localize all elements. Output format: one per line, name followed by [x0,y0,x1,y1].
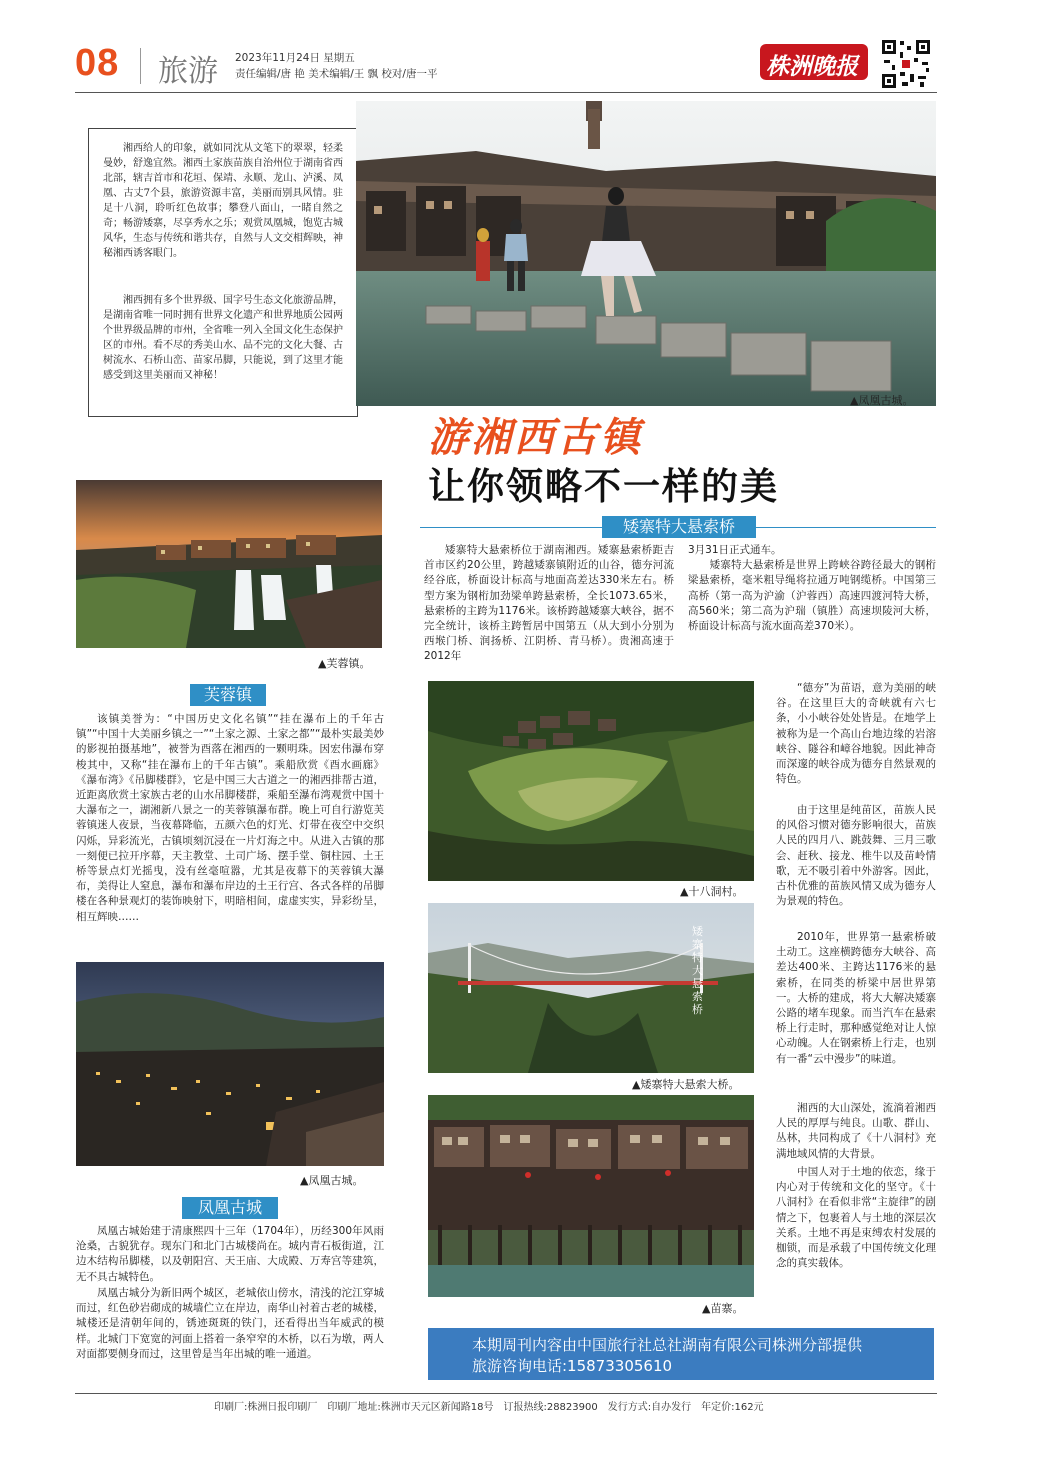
caption-miaozhai: ▲苗寨。 [702,1302,744,1315]
section-rule-aizhai-right [756,527,936,528]
footer-rule [75,1393,937,1394]
caption-aizhai-bridge: ▲矮寨特大悬索大桥。 [632,1078,740,1091]
page-header [0,0,1039,100]
photo-furong-waterfall [76,480,382,648]
qr-code-icon [880,38,932,90]
page-number: 08 [75,42,120,84]
section-title-furong: 芙蓉镇 [190,684,266,706]
caption-furong: ▲芙蓉镇。 [318,657,371,670]
photo-miaozhai [428,1095,754,1297]
ad-banner [428,1328,934,1380]
footer-info: 印刷厂:株洲日报印刷厂 印刷厂地址:株洲市天元区新闻路18号 订报热线:28823900 发行方式:自办发行 年定价:162元 [214,1402,764,1413]
intro-paragraph-1: 湘西给人的印象，就如同沈从文笔下的翠翠，轻柔曼妙，舒逸宜然。湘西土家族苗族自治州位于湖南省西北部，辖吉首市和花垣、保靖、永顺、龙山、泸溪、凤凰、古丈7个县，旅游资源丰富，美丽而别具风情。驻足十八洞，聆听红色故事；攀登八面山，一睹自然之奇；畅游矮寨，尽享秀水之乐；观赏凤凰城，饱览古城风华，生态与传统和谐共存，自然与人文交相辉映，神秘湘西诱客眼门。 [103,143,343,259]
section-rule-aizhai [420,527,602,528]
logo [760,44,868,80]
ad-line-1: 本期周刊内容由中国旅行社总社湖南有限公司株洲分部提供 [472,1336,863,1354]
aizhai-column-2: 3月31日正式通车。 矮寨特大悬索桥是世界上跨峡谷跨径最大的钢桁梁悬索桥，毫米粗导绳将拉通万吨钢缆桥。中国第三高桥（第一高为沪渝（沪蓉西）高速四渡河特大桥，高560米；第二高为沪瑞（镇胜）高速坝陵河大桥，桥面设计标高与流水面高差370米）。 [688,544,936,633]
section-name: 旅游 [158,54,218,89]
headline-subtitle: 让你领略不一样的美 [428,465,779,508]
photo-fenghuang-night [76,962,384,1166]
header-divider [140,48,141,84]
photo-aizhai-bridge [428,903,754,1073]
photo-overlay-text: 矮寨特大悬索桥 [692,925,703,1016]
photo-shibadong-village [428,681,754,881]
dehang-paragraph-1: “德夯”为苗语，意为美丽的峡谷。在这里巨大的奇峡就有六七条，小小峡谷处处皆是。在地学上被称为是一个高山台地边缘的岩溶峡谷、隧谷和嶂谷地貌。因此神奇而深邃的峡谷成为德夯自然景观的特色。 [776,682,936,786]
furong-body: 该镇美誉为：“中国历史文化名镇”“挂在瀑布上的千年古镇”“中国十大美丽乡镇之一”“土家之源、土家之都”“最朴实最美妙的影视拍摄基地”，被誉为酉落在湘西的一颗明珠。因宏伟瀑布穿梭其中，又称“挂在瀑布上的千年古镇”。乘船欣赏《酉水画廊》《瀑布湾》《吊脚楼群》，它是中国三大古道之一的湘西排帮古道，近距离欣赏土家族古老的山水吊脚楼群，乘船至瀑布湾观赏中国十大瀑布之一，湖湘新八景之一的芙蓉镇瀑布群。晚上可自行游览芙蓉镇迷人夜景，当夜幕降临，五颜六色的灯光、灯带在夜空中交织闪烁，异彩流光，古镇顷刻沉浸在一片灯海之中。从进入古镇的那一刻便已拉开序幕，天主教堂、土司广场、摆手堂、铜柱园、土王桥等景点灯光摇曳，没有丝毫喧嚣，尤其是夜幕下的芙蓉镇大瀑布，美得让人窒息，瀑布和瀑布岸边的土王行宫、各式各样的吊脚楼在各种景观灯的装饰映射下，明暗相间，虚虚实实，异彩纷呈，相互辉映…… [76,713,384,923]
header-rule [75,92,937,93]
dehang-paragraph-2: 由于这里是纯苗区，苗族人民的风俗习惯对德夯影响很大，苗族人民的四月八、跳鼓舞、三月三歌会、赶秋、接龙、椎牛以及苗岭情歌，无不吸引着中外游客。因此，古朴优雅的苗族风情又成为德夯人为景观的特色。 [776,804,936,908]
date-line: 2023年11月24日 星期五 [235,52,355,64]
shibadong-paragraph-4: 湘西的大山深处，流淌着湘西人民的厚厚与纯良。山歌、群山、丛林，共同构成了《十八洞村》充满地域风情的大背景。 [776,1102,936,1160]
caption-fenghuang-night: ▲凤凰古城。 [300,1174,364,1187]
caption-fenghuang-top: ▲凤凰古城。 [850,394,914,407]
intro-box [88,128,358,417]
headline-title: 游湘西古镇 [428,414,643,461]
intro-paragraph-2: 湘西拥有多个世界级、国字号生态文化旅游品牌，是湖南省唯一同时拥有世界文化遗产和世界地质公园两个世界级品牌的市州，全省唯一列入全国文化生态保护区的市州。看不尽的秀美山水、品不完的文化大餐、古树流水、石桥山峦、苗家吊脚，只能说，到了这里才能感受到这里美丽而又神秘！ [103,295,343,381]
fenghuang-paragraph-2: 凤凰古城分为新旧两个城区，老城依山傍水，清浅的沱江穿城而过，红色砂岩砌成的城墙伫立在岸边，南华山衬着古老的城楼，城楼还是清朝年间的，锈迹斑斑的铁门，还看得出当年威武的模样。北城门下宽宽的河面上搭着一条窄窄的木桥，以石为墩，两人对面都要侧身而过，这里曾是当年出城的唯一通道。 [76,1287,384,1360]
section-title-fenghuang: 凤凰古城 [182,1197,278,1219]
dehang-paragraph-3: 2010年，世界第一悬索桥破土动工。这座横跨德夯大峡谷、高差达400米、主跨达1176米的悬索桥，在同类的桥梁中居世界第一。大桥的建成，将大大解决矮寨公路的堵车现象。而当汽车在悬索桥上行走时，那种感觉绝对让人惊心动魄。人在钢索桥上行走，也别有一番“云中漫步”的味道。 [776,931,936,1065]
aizhai-column-1: 矮寨特大悬索桥位于湖南湘西。矮寨悬索桥距吉首市区约20公里，跨越矮寨镇附近的山谷，德夯河流经谷底，桥面设计标高与地面高差达330米左右。桥型方案为钢桁加劲梁单跨悬索桥，全长1073.65米，悬索桥的主跨为1176米。该桥跨越矮寨大峡谷，据不完全统计，该桥主跨暂居中国第五（从大到小分别为西堠门桥、润扬桥、江阴桥、青马桥）。贵湘高速于2012年 [424,544,674,663]
logo-text: 株洲晚报 [766,53,858,80]
photo-fenghuang-stepping-stones [356,101,936,406]
caption-shibadong: ▲十八洞村。 [680,885,744,898]
shibadong-paragraph-5: 中国人对于土地的依恋，缘于内心对于传统和文化的坚守。《十八洞村》在看似非常“主旋律”的剧情之下，包裹着人与土地的深层次关系。土地不再是束缚农村发展的枷锁，而是承载了中国传统文化理念的真实载体。 [776,1166,936,1270]
section-title-aizhai: 矮寨特大悬索桥 [602,516,756,538]
ad-line-2: 旅游咨询电话:15873305610 [472,1357,673,1375]
fenghuang-paragraph-1: 凤凰古城始建于清康熙四十三年（1704年），历经300年风雨沧桑，古貌犹存。现东门和北门古城楼尚在。城内青石板街道，江边木结构吊脚楼，以及朝阳宫、天王庙、大成殿、万寿宫等建筑，无不具古城特色。 [76,1225,384,1283]
editors-line: 责任编辑/唐 艳 美术编辑/王 飘 校对/唐一平 [235,68,438,80]
